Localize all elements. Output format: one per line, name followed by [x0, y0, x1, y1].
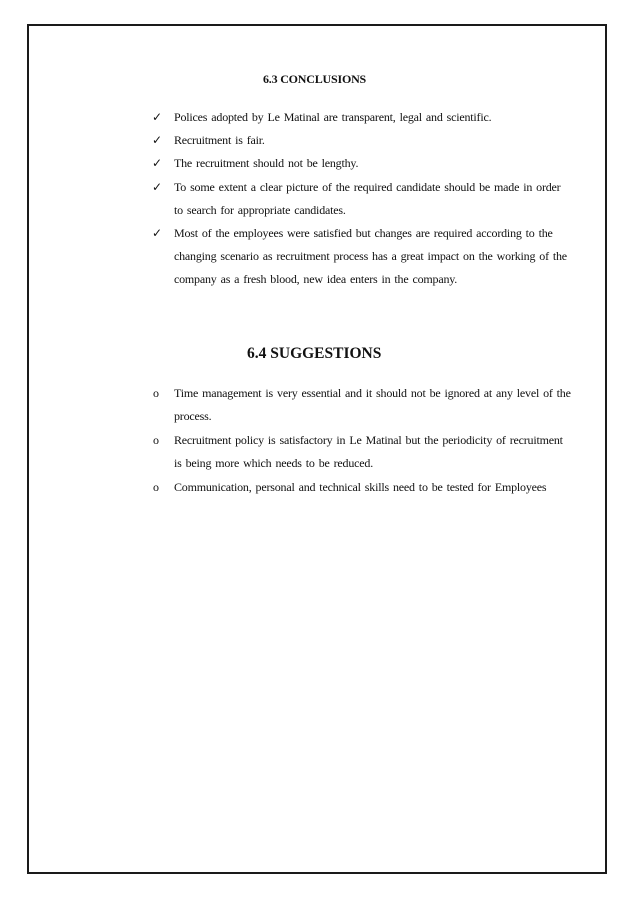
- check-mark-icon: ✓: [152, 133, 162, 148]
- hollow-circle-icon: o: [153, 386, 159, 400]
- conclusion-item: [152, 129, 572, 152]
- conclusion-text: Recruitment is fair.: [174, 133, 265, 148]
- conclusion-item: [152, 152, 572, 175]
- suggestion-text: Communication, personal and technical skills need to be tested for Employees: [174, 479, 547, 494]
- conclusions-list: [152, 106, 572, 292]
- check-mark-icon: ✓: [152, 179, 162, 194]
- suggestion-item: [152, 382, 572, 429]
- conclusion-text: The recruitment should not be lengthy.: [174, 156, 359, 171]
- check-mark-icon: ✓: [152, 156, 162, 171]
- suggestion-text: Time management is very essential and it should not be ignored at any level of the process.: [174, 386, 571, 424]
- hollow-circle-icon: o: [153, 479, 159, 494]
- hollow-circle-icon: o: [153, 432, 159, 447]
- suggestions-heading: 6.4 SUGGESTIONS: [247, 345, 382, 362]
- check-mark-icon: ✓: [152, 226, 162, 241]
- suggestion-text: Recruitment policy is satisfactory in Le Matinal but the periodicity of recruitment is being more which needs to be reduced.: [174, 432, 563, 471]
- suggestion-item: [152, 429, 572, 476]
- conclusion-item: [152, 222, 572, 292]
- suggestions-list: [152, 382, 572, 499]
- check-mark-icon: ✓: [152, 110, 162, 124]
- conclusion-item: [152, 106, 572, 129]
- conclusion-text: Polices adopted by Le Matinal are transparent, legal and scientific.: [174, 110, 492, 124]
- conclusion-item: [152, 176, 572, 222]
- conclusion-text: To some extent a clear picture of the required candidate should be made in order to search for appropriate candidates.: [174, 179, 561, 217]
- suggestion-item: [152, 476, 572, 499]
- conclusions-heading: 6.3 CONCLUSIONS: [263, 72, 367, 86]
- conclusion-text: Most of the employees were satisfied but changes are required according to the changing scenario as recruitment process has a great impact on the working of the company as a fresh blood, new idea enters in the company.: [174, 226, 567, 287]
